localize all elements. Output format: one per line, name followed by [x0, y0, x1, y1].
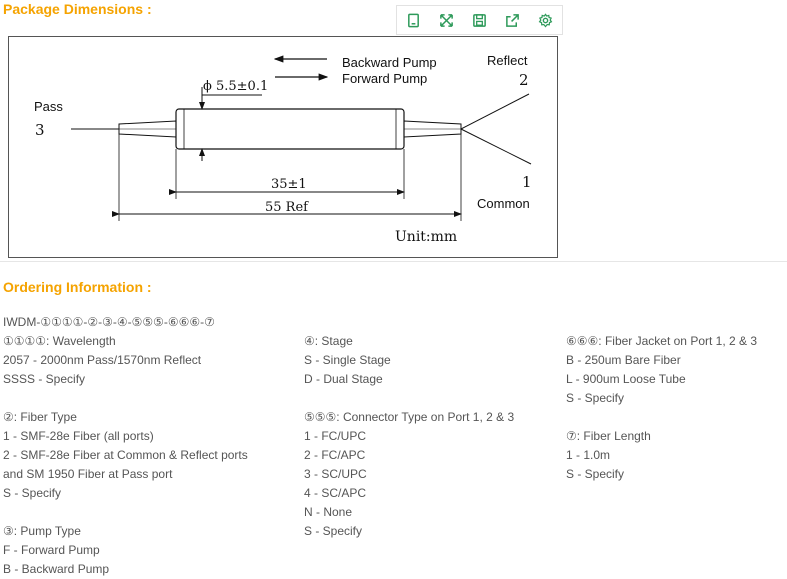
- connector-option: 3 - SC/UPC: [304, 467, 367, 481]
- wavelength-option: SSSS - Specify: [3, 372, 86, 386]
- section-divider: [0, 261, 787, 262]
- fiber-length-option: 1 - 1.0m: [566, 448, 611, 462]
- connector-option: 1 - FC/UPC: [304, 429, 367, 443]
- fiber-type-option: S - Specify: [3, 486, 62, 500]
- expand-icon: [439, 13, 454, 28]
- package-dimensions-heading: Package Dimensions :: [3, 1, 152, 17]
- connector-option: S - Specify: [304, 524, 363, 538]
- ordering-information-heading: Ordering Information :: [3, 279, 152, 295]
- fullscreen-button[interactable]: [430, 6, 463, 34]
- length-35-label: 35±1: [271, 177, 307, 192]
- connector-heading: ⑤⑤⑤: Connector Type on Port 1, 2 & 3: [304, 410, 515, 424]
- share-icon: [505, 13, 520, 28]
- fiber-jacket-option: L - 900um Loose Tube: [566, 372, 686, 386]
- connector-option: 2 - FC/APC: [304, 448, 366, 462]
- fiber-type-option-continued: and SM 1950 Fiber at Pass port: [3, 467, 173, 481]
- stage-option: S - Single Stage: [304, 353, 391, 367]
- page-button[interactable]: [397, 6, 430, 34]
- length-55-label: 55 Ref: [265, 200, 308, 215]
- device-body: [176, 109, 404, 149]
- stage-option: D - Dual Stage: [304, 372, 383, 386]
- fiber-type-option: 1 - SMF-28e Fiber (all ports): [3, 429, 154, 443]
- connector-option: N - None: [304, 505, 353, 519]
- connector-option: 4 - SC/APC: [304, 486, 367, 500]
- fiber-length-option: S - Specify: [566, 467, 625, 481]
- wavelength-heading: ①①①①: Wavelength: [3, 334, 116, 348]
- image-toolbar: [396, 5, 563, 35]
- fiber-type-heading: ②: Fiber Type: [3, 410, 77, 424]
- ordering-column-middle: [304, 332, 514, 541]
- pump-type-heading: ③: Pump Type: [3, 524, 81, 538]
- dimension-diagram: [9, 37, 557, 257]
- forward-pump-label: Forward Pump: [342, 71, 428, 86]
- stage-heading: ④: Stage: [304, 334, 353, 348]
- unit-label: Unit:mm: [395, 229, 458, 245]
- common-label: Common: [477, 196, 530, 211]
- settings-icon: [538, 13, 553, 28]
- ordering-column-right: [566, 332, 757, 484]
- diameter-label: ϕ 5.5±0.1: [203, 79, 269, 94]
- port-1-label: 1: [522, 173, 532, 191]
- settings-button[interactable]: [529, 6, 562, 34]
- fiber-jacket-heading: ⑥⑥⑥: Fiber Jacket on Port 1, 2 & 3: [566, 334, 758, 348]
- fiber-type-option: 2 - SMF-28e Fiber at Common & Reflect ports: [3, 448, 248, 462]
- page-icon: [406, 13, 421, 28]
- pump-type-option: B - Backward Pump: [3, 562, 110, 576]
- save-button[interactable]: [463, 6, 496, 34]
- save-icon: [472, 13, 487, 28]
- backward-pump-label: Backward Pump: [342, 55, 437, 70]
- fiber-jacket-option: S - Specify: [566, 391, 625, 405]
- port-2-label: 2: [519, 71, 529, 89]
- ordering-column-left: [3, 332, 248, 579]
- dimension-drawing: [8, 36, 558, 258]
- pass-label: Pass: [34, 99, 63, 114]
- reflect-label: Reflect: [487, 53, 528, 68]
- share-button[interactable]: [496, 6, 529, 34]
- part-number: [3, 313, 215, 332]
- common-fiber: [461, 129, 531, 164]
- part-number-text: IWDM-①①①①-②-③-④-⑤⑤⑤-⑥⑥⑥-⑦: [3, 315, 215, 329]
- fiber-length-heading: ⑦: Fiber Length: [566, 429, 651, 443]
- reflect-fiber: [461, 94, 529, 129]
- wavelength-option: 2057 - 2000nm Pass/1570nm Reflect: [3, 353, 202, 367]
- port-3-label: 3: [35, 121, 45, 139]
- fiber-jacket-option: B - 250um Bare Fiber: [566, 353, 681, 367]
- pump-type-option: F - Forward Pump: [3, 543, 100, 557]
